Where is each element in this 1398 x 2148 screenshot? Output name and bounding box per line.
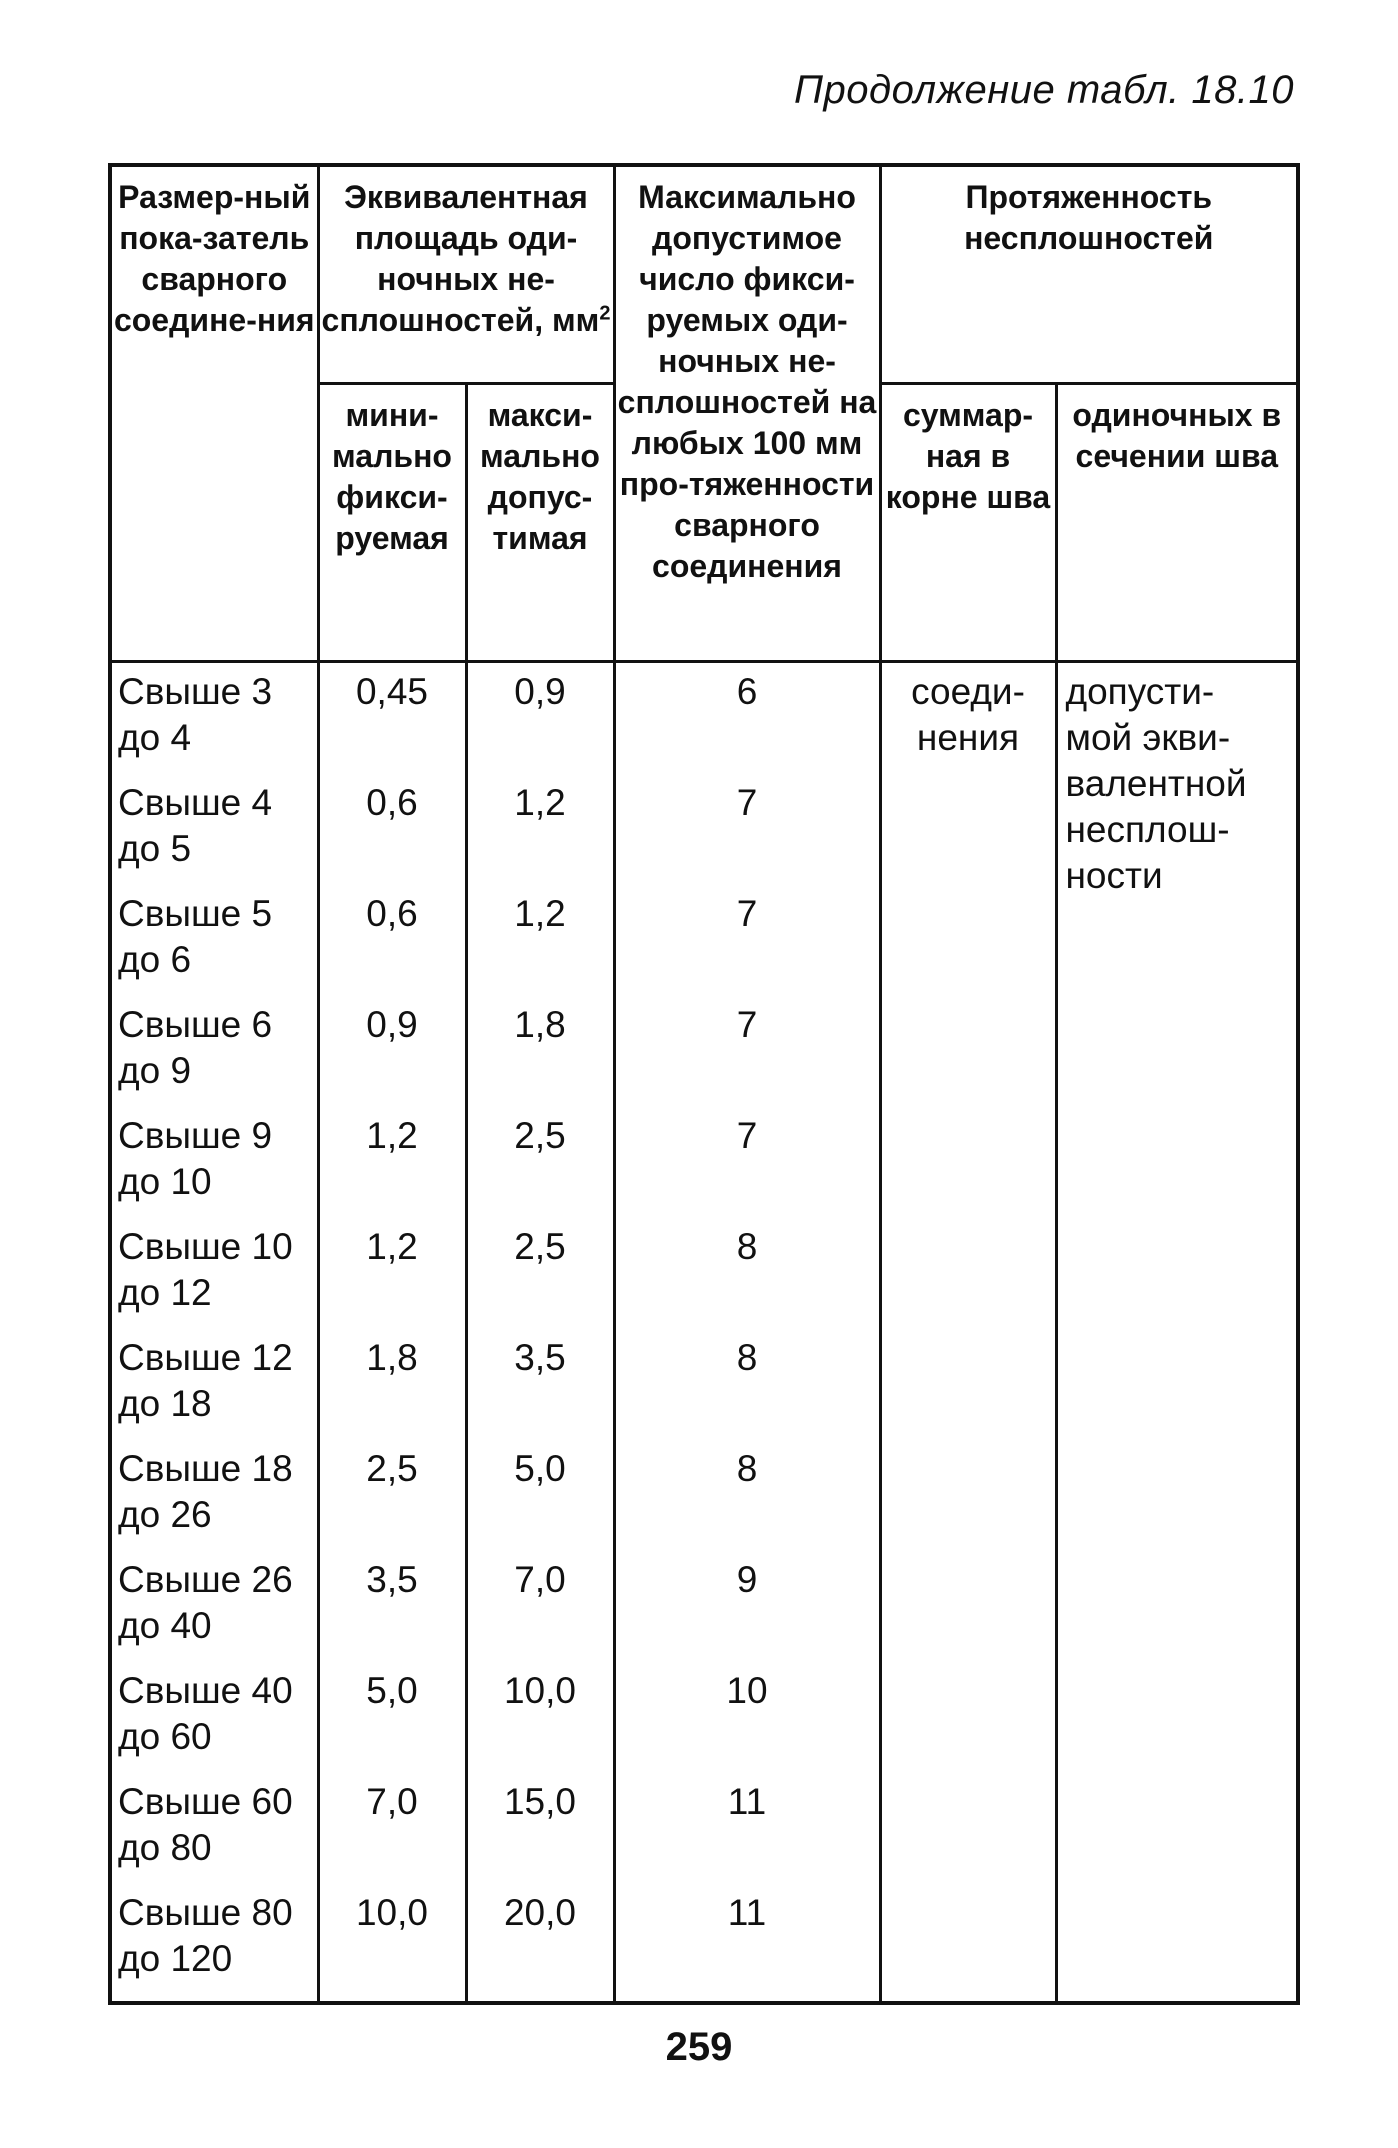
min-fixed-value: 3,5 bbox=[366, 1558, 418, 1600]
page-number: 259 bbox=[665, 2025, 733, 2069]
max-count-value: 7 bbox=[736, 1003, 758, 1045]
max-allowed-value: 2,5 bbox=[514, 1114, 566, 1156]
extent-single-column bbox=[1056, 661, 1298, 2003]
max-count-value: 8 bbox=[736, 1336, 758, 1378]
header-max-count: Максимально допустимое число фикси-руемых оди-ночных не-сплошностей на любых 100 мм про-тяженности сварного соединения bbox=[614, 165, 880, 661]
max-count-value: 6 bbox=[736, 670, 758, 712]
max-allowed-value: 15,0 bbox=[503, 1780, 576, 1822]
header-row-top bbox=[110, 165, 1298, 383]
max-allowed-value: 10,0 bbox=[503, 1669, 576, 1711]
size-label: Свыше 18 до 26 bbox=[118, 1447, 293, 1535]
min-fixed-value: 0,6 bbox=[366, 892, 418, 934]
size-label: Свыше 60 до 80 bbox=[118, 1780, 293, 1868]
header-extent-root: суммар-ная в корне шва bbox=[880, 383, 1056, 661]
min-fixed-value: 2,5 bbox=[366, 1447, 418, 1489]
table-continuation-caption: Продолжение табл. 18.10 bbox=[793, 68, 1294, 112]
max-allowed-value: 7,0 bbox=[514, 1558, 566, 1600]
max-allowed-column bbox=[466, 661, 614, 2003]
max-count-value: 8 bbox=[736, 1225, 758, 1267]
extent-root-column bbox=[880, 661, 1056, 2003]
max-allowed-value: 3,5 bbox=[514, 1336, 566, 1378]
min-fixed-value: 7,0 bbox=[366, 1780, 418, 1822]
max-allowed-value: 1,8 bbox=[514, 1003, 566, 1045]
size-label: Свыше 6 до 9 bbox=[118, 1003, 273, 1091]
max-count-value: 7 bbox=[736, 781, 758, 823]
header-equivalent-area bbox=[318, 165, 614, 383]
min-fixed-value: 5,0 bbox=[366, 1669, 418, 1711]
min-fixed-value: 0,45 bbox=[355, 670, 428, 712]
size-label: Свыше 9 до 10 bbox=[118, 1114, 273, 1202]
max-allowed-value: 2,5 bbox=[514, 1225, 566, 1267]
header-equivalent-area-superscript: 2 bbox=[599, 302, 611, 325]
extent-single-note: допусти-мой экви-валентной несплош-ности bbox=[1065, 670, 1247, 896]
max-count-value: 11 bbox=[727, 1780, 767, 1822]
size-label: Свыше 40 до 60 bbox=[118, 1669, 293, 1757]
size-label: Свыше 26 до 40 bbox=[118, 1558, 293, 1646]
min-fixed-value: 0,9 bbox=[366, 1003, 418, 1045]
min-fixed-value: 1,8 bbox=[366, 1336, 418, 1378]
header-extent-single: одиночных в сечении шва bbox=[1056, 383, 1298, 661]
max-allowed-value: 20,0 bbox=[503, 1891, 576, 1933]
max-count-value: 9 bbox=[736, 1558, 758, 1600]
size-label: Свыше 5 до 6 bbox=[118, 892, 273, 980]
max-count-value: 11 bbox=[727, 1891, 767, 1933]
max-count-value: 10 bbox=[726, 1669, 768, 1711]
max-allowed-value: 0,9 bbox=[514, 670, 566, 712]
min-fixed-value: 10,0 bbox=[355, 1891, 428, 1933]
size-label: Свыше 3 до 4 bbox=[118, 670, 273, 758]
max-allowed-value: 5,0 bbox=[514, 1447, 566, 1489]
size-label: Свыше 80 до 120 bbox=[118, 1891, 293, 1979]
min-fixed-column bbox=[318, 661, 466, 2003]
size-column bbox=[110, 661, 318, 2003]
size-label: Свыше 10 до 12 bbox=[118, 1225, 293, 1313]
header-min-fixed: мини-мально фикси-руемая bbox=[318, 383, 466, 661]
extent-root-note: соеди-нения bbox=[911, 670, 1025, 758]
max-count-column bbox=[614, 661, 880, 2003]
max-count-value: 8 bbox=[736, 1447, 758, 1489]
max-allowed-value: 1,2 bbox=[514, 892, 566, 934]
header-equivalent-area-text: Эквивалентная площадь оди-ночных не-сплошностей, мм bbox=[321, 179, 600, 338]
header-extent: Протяженность несплошностей bbox=[880, 165, 1298, 383]
min-fixed-value: 1,2 bbox=[366, 1225, 418, 1267]
header-max-allowed: макси-мально допус-тимая bbox=[466, 383, 614, 661]
size-label: Свыше 4 до 5 bbox=[118, 781, 273, 869]
header-size: Размер-ный пока-затель сварного соедине-ния bbox=[110, 165, 318, 661]
max-count-value: 7 bbox=[736, 892, 758, 934]
max-allowed-value: 1,2 bbox=[514, 781, 566, 823]
max-count-value: 7 bbox=[736, 1114, 758, 1156]
min-fixed-value: 1,2 bbox=[366, 1114, 418, 1156]
table-body-row bbox=[110, 661, 1298, 2003]
size-label: Свыше 12 до 18 bbox=[118, 1336, 293, 1424]
min-fixed-value: 0,6 bbox=[366, 781, 418, 823]
weld-defects-table bbox=[108, 163, 1300, 2005]
